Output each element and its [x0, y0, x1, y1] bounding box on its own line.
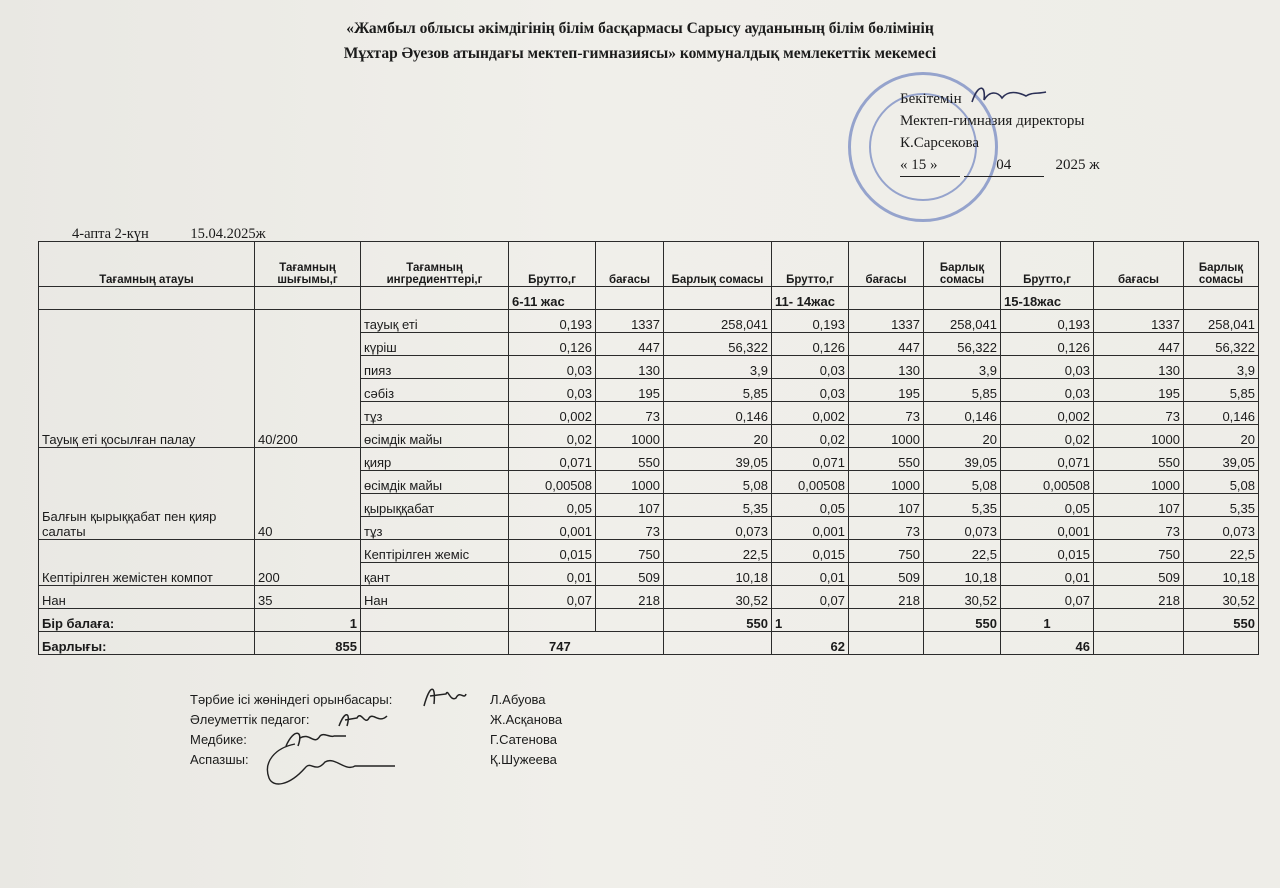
overall-g2: 62	[772, 632, 849, 655]
ingredient-gross-group-1: 0,126	[509, 333, 596, 356]
ingredient-gross-group-1: 0,05	[509, 494, 596, 517]
ingredient-total-group-2: 258,041	[924, 310, 1001, 333]
overall-g1: 747	[509, 632, 664, 655]
ingredient-gross-group-2: 0,03	[772, 356, 849, 379]
menu-table	[38, 241, 1259, 655]
ingredient-price-group-2: 107	[849, 494, 924, 517]
ingredient-price-group-3: 1000	[1094, 425, 1184, 448]
dish-output: 40	[255, 448, 361, 540]
ingredient-price-group-1: 1000	[596, 425, 664, 448]
ingredient-price-group-1: 1337	[596, 310, 664, 333]
approve-label: Бекітемін	[900, 91, 962, 107]
ingredient-name: өсімдік майы	[361, 425, 509, 448]
ingredient-price-group-3: 73	[1094, 517, 1184, 540]
ingredient-price-group-1: 195	[596, 379, 664, 402]
signature-role: Медбике:	[190, 732, 247, 747]
ingredient-name: қант	[361, 563, 509, 586]
age-group-3: 15-18жас	[1001, 287, 1094, 310]
signature-name: Л.Абуова	[490, 692, 546, 707]
dish-name: Балғын қырыққабат пен қияр салаты	[39, 448, 255, 540]
ingredient-gross-group-1: 0,00508	[509, 471, 596, 494]
per-child-g2-total: 550	[924, 609, 1001, 632]
ingredient-total-group-3: 5,85	[1184, 379, 1259, 402]
ingredient-price-group-1: 447	[596, 333, 664, 356]
ingredient-gross-group-1: 0,02	[509, 425, 596, 448]
dish-name: Тауық еті қосылған палау	[39, 310, 255, 448]
ingredient-name: қияр	[361, 448, 509, 471]
ingredient-price-group-1: 750	[596, 540, 664, 563]
ingredient-price-group-1: 509	[596, 563, 664, 586]
ingredient-gross-group-2: 0,193	[772, 310, 849, 333]
ingredient-gross-group-3: 0,015	[1001, 540, 1094, 563]
ingredient-price-group-1: 73	[596, 402, 664, 425]
ingredient-price-group-3: 550	[1094, 448, 1184, 471]
ingredient-price-group-1: 218	[596, 586, 664, 609]
header-dish: Тағамның атауы	[39, 242, 255, 287]
ingredient-gross-group-1: 0,03	[509, 379, 596, 402]
dish-output: 40/200	[255, 310, 361, 448]
ingredient-name: тауық еті	[361, 310, 509, 333]
ingredient-price-group-2: 1000	[849, 471, 924, 494]
ingredient-gross-group-3: 0,03	[1001, 356, 1094, 379]
ingredient-price-group-2: 550	[849, 448, 924, 471]
ingredient-total-group-1: 39,05	[664, 448, 772, 471]
ingredient-total-group-3: 258,041	[1184, 310, 1259, 333]
overall-output: 855	[255, 632, 361, 655]
age-group-1: 6-11 жас	[509, 287, 596, 310]
signature-name: Қ.Шужеева	[490, 752, 557, 767]
ingredient-price-group-1: 550	[596, 448, 664, 471]
ingredient-total-group-1: 56,322	[664, 333, 772, 356]
table-row	[39, 310, 1259, 333]
header-ingredients: Тағамның ингредиенттері,г	[361, 242, 509, 287]
header-total-3: Барлық сомасы	[1184, 242, 1259, 287]
ingredient-gross-group-2: 0,07	[772, 586, 849, 609]
week-day-label: 4-апта 2-күн	[72, 226, 149, 242]
ingredient-price-group-2: 73	[849, 517, 924, 540]
header-price-1: бағасы	[596, 242, 664, 287]
ingredient-gross-group-3: 0,05	[1001, 494, 1094, 517]
per-child-g3-count: 1	[1001, 609, 1094, 632]
table-row	[39, 586, 1259, 609]
ingredient-gross-group-3: 0,07	[1001, 586, 1094, 609]
ingredient-total-group-1: 30,52	[664, 586, 772, 609]
ingredient-total-group-2: 10,18	[924, 563, 1001, 586]
ingredient-price-group-3: 73	[1094, 402, 1184, 425]
ingredient-total-group-2: 0,146	[924, 402, 1001, 425]
ingredient-total-group-1: 22,5	[664, 540, 772, 563]
ingredient-gross-group-1: 0,193	[509, 310, 596, 333]
ingredient-price-group-2: 73	[849, 402, 924, 425]
table-header-row	[39, 242, 1259, 287]
header-line-1: «Жамбыл облысы әкімдігінің білім басқармасы Сарысу ауданының білім бөлімінің	[346, 20, 934, 37]
ingredient-total-group-1: 5,85	[664, 379, 772, 402]
ingredient-total-group-3: 5,35	[1184, 494, 1259, 517]
table-row	[39, 448, 1259, 471]
ingredient-price-group-3: 1337	[1094, 310, 1184, 333]
ingredient-gross-group-2: 0,02	[772, 425, 849, 448]
ingredient-total-group-2: 5,85	[924, 379, 1001, 402]
approve-date-month: 04	[964, 154, 1044, 177]
ingredient-price-group-3: 218	[1094, 586, 1184, 609]
ingredient-name: сәбіз	[361, 379, 509, 402]
ingredient-total-group-2: 0,073	[924, 517, 1001, 540]
ingredient-total-group-3: 5,08	[1184, 471, 1259, 494]
ingredient-gross-group-3: 0,071	[1001, 448, 1094, 471]
table-row	[39, 540, 1259, 563]
ingredient-price-group-1: 107	[596, 494, 664, 517]
ingredient-gross-group-2: 0,071	[772, 448, 849, 471]
ingredient-gross-group-2: 0,01	[772, 563, 849, 586]
ingredient-total-group-1: 5,35	[664, 494, 772, 517]
header-gross-1: Брутто,г	[509, 242, 596, 287]
ingredient-total-group-2: 39,05	[924, 448, 1001, 471]
ingredient-total-group-1: 258,041	[664, 310, 772, 333]
ingredient-total-group-2: 3,9	[924, 356, 1001, 379]
approve-position: Мектеп-гимназия директоры	[900, 113, 1085, 129]
approve-date-year: 2025 ж	[1055, 157, 1100, 173]
ingredient-gross-group-1: 0,07	[509, 586, 596, 609]
ingredient-total-group-3: 20	[1184, 425, 1259, 448]
age-group-2: 11- 14жас	[772, 287, 849, 310]
per-child-g3-total: 550	[1184, 609, 1259, 632]
ingredient-gross-group-3: 0,01	[1001, 563, 1094, 586]
ingredient-gross-group-2: 0,015	[772, 540, 849, 563]
ingredient-price-group-3: 447	[1094, 333, 1184, 356]
signature-role: Тәрбие ісі жөніндегі орынбасары:	[190, 692, 393, 707]
ingredient-gross-group-1: 0,03	[509, 356, 596, 379]
header-price-3: бағасы	[1094, 242, 1184, 287]
ingredient-total-group-1: 0,073	[664, 517, 772, 540]
ingredient-total-group-3: 22,5	[1184, 540, 1259, 563]
ingredient-total-group-2: 5,35	[924, 494, 1001, 517]
ingredient-price-group-2: 509	[849, 563, 924, 586]
ingredient-total-group-3: 0,073	[1184, 517, 1259, 540]
header-gross-2: Брутто,г	[772, 242, 849, 287]
ingredient-gross-group-3: 0,02	[1001, 425, 1094, 448]
ingredient-gross-group-2: 0,03	[772, 379, 849, 402]
deputy-signature	[420, 680, 470, 712]
cook-signature	[255, 738, 405, 794]
ingredient-name: Нан	[361, 586, 509, 609]
per-child-row	[39, 609, 1259, 632]
approve-date	[900, 154, 1100, 177]
ingredient-price-group-2: 130	[849, 356, 924, 379]
header-total-2: Барлық сомасы	[924, 242, 1001, 287]
ingredient-total-group-1: 0,146	[664, 402, 772, 425]
signature-name: Ж.Асқанова	[490, 712, 563, 727]
age-group-row	[39, 287, 1259, 310]
ingredient-price-group-2: 750	[849, 540, 924, 563]
ingredient-total-group-3: 56,322	[1184, 333, 1259, 356]
ingredient-price-group-3: 130	[1094, 356, 1184, 379]
ingredient-total-group-1: 3,9	[664, 356, 772, 379]
ingredient-total-group-1: 20	[664, 425, 772, 448]
ingredient-total-group-2: 20	[924, 425, 1001, 448]
ingredient-gross-group-2: 0,05	[772, 494, 849, 517]
signature-name: Г.Сатенова	[490, 732, 557, 747]
ingredient-price-group-3: 1000	[1094, 471, 1184, 494]
ingredient-price-group-3: 509	[1094, 563, 1184, 586]
ingredient-name: тұз	[361, 517, 509, 540]
approval-block	[900, 88, 1100, 177]
ingredient-name: Кептірілген жеміс	[361, 540, 509, 563]
ingredient-total-group-2: 56,322	[924, 333, 1001, 356]
ingredient-gross-group-3: 0,193	[1001, 310, 1094, 333]
ingredient-total-group-3: 0,146	[1184, 402, 1259, 425]
ingredient-price-group-2: 1000	[849, 425, 924, 448]
ingredient-price-group-2: 218	[849, 586, 924, 609]
overall-g3: 46	[1001, 632, 1094, 655]
ingredient-price-group-2: 195	[849, 379, 924, 402]
ingredient-gross-group-3: 0,002	[1001, 402, 1094, 425]
per-child-count: 1	[255, 609, 361, 632]
ingredient-gross-group-2: 0,001	[772, 517, 849, 540]
header-output: Тағамның шығымы,г	[255, 242, 361, 287]
dish-output: 35	[255, 586, 361, 609]
overall-row	[39, 632, 1259, 655]
ingredient-total-group-3: 39,05	[1184, 448, 1259, 471]
ingredient-price-group-2: 1337	[849, 310, 924, 333]
ingredient-price-group-1: 1000	[596, 471, 664, 494]
signature-role: Аспазшы:	[190, 752, 249, 767]
ingredient-total-group-2: 30,52	[924, 586, 1001, 609]
dish-name: Кептірілген жемістен компот	[39, 540, 255, 586]
ingredient-price-group-1: 73	[596, 517, 664, 540]
ingredient-gross-group-1: 0,001	[509, 517, 596, 540]
ingredient-gross-group-1: 0,002	[509, 402, 596, 425]
ingredient-total-group-3: 30,52	[1184, 586, 1259, 609]
ingredient-gross-group-3: 0,126	[1001, 333, 1094, 356]
ingredient-gross-group-1: 0,01	[509, 563, 596, 586]
ingredient-name: өсімдік майы	[361, 471, 509, 494]
ingredient-gross-group-2: 0,002	[772, 402, 849, 425]
dish-name: Нан	[39, 586, 255, 609]
header-price-2: бағасы	[849, 242, 924, 287]
ingredient-name: қырыққабат	[361, 494, 509, 517]
dish-output: 200	[255, 540, 361, 586]
signature-role: Әлеуметтік педагог:	[190, 712, 310, 727]
ingredient-gross-group-3: 0,001	[1001, 517, 1094, 540]
header-total-1: Барлық сомасы	[664, 242, 772, 287]
ingredient-gross-group-3: 0,00508	[1001, 471, 1094, 494]
ingredient-gross-group-1: 0,015	[509, 540, 596, 563]
ingredient-name: тұз	[361, 402, 509, 425]
per-child-g1-total: 550	[664, 609, 772, 632]
ingredient-total-group-3: 3,9	[1184, 356, 1259, 379]
ingredient-total-group-2: 22,5	[924, 540, 1001, 563]
header-gross-3: Брутто,г	[1001, 242, 1094, 287]
ingredient-total-group-2: 5,08	[924, 471, 1001, 494]
ingredient-price-group-1: 130	[596, 356, 664, 379]
ingredient-name: күріш	[361, 333, 509, 356]
ingredient-price-group-3: 195	[1094, 379, 1184, 402]
ingredient-price-group-3: 107	[1094, 494, 1184, 517]
ingredient-total-group-1: 5,08	[664, 471, 772, 494]
ingredient-gross-group-1: 0,071	[509, 448, 596, 471]
ingredient-price-group-2: 447	[849, 333, 924, 356]
menu-date: 15.04.2025ж	[190, 226, 266, 242]
per-child-label: Бір балаға:	[39, 609, 255, 632]
ingredient-total-group-3: 10,18	[1184, 563, 1259, 586]
ingredient-gross-group-3: 0,03	[1001, 379, 1094, 402]
ingredient-price-group-3: 750	[1094, 540, 1184, 563]
document-header	[200, 16, 1080, 66]
ingredient-gross-group-2: 0,00508	[772, 471, 849, 494]
header-line-2: Мұхтар Әуезов атындағы мектеп-гимназиясы» коммуналдық мемлекеттік мекемесі	[343, 45, 937, 62]
approve-name: К.Сарсекова	[900, 135, 979, 151]
ingredient-name: пияз	[361, 356, 509, 379]
ingredient-total-group-1: 10,18	[664, 563, 772, 586]
per-child-g2-count: 1	[772, 609, 849, 632]
approve-date-day: « 15 »	[900, 154, 960, 177]
menu-table-body	[39, 310, 1259, 609]
ingredient-gross-group-2: 0,126	[772, 333, 849, 356]
overall-label: Барлығы:	[39, 632, 255, 655]
